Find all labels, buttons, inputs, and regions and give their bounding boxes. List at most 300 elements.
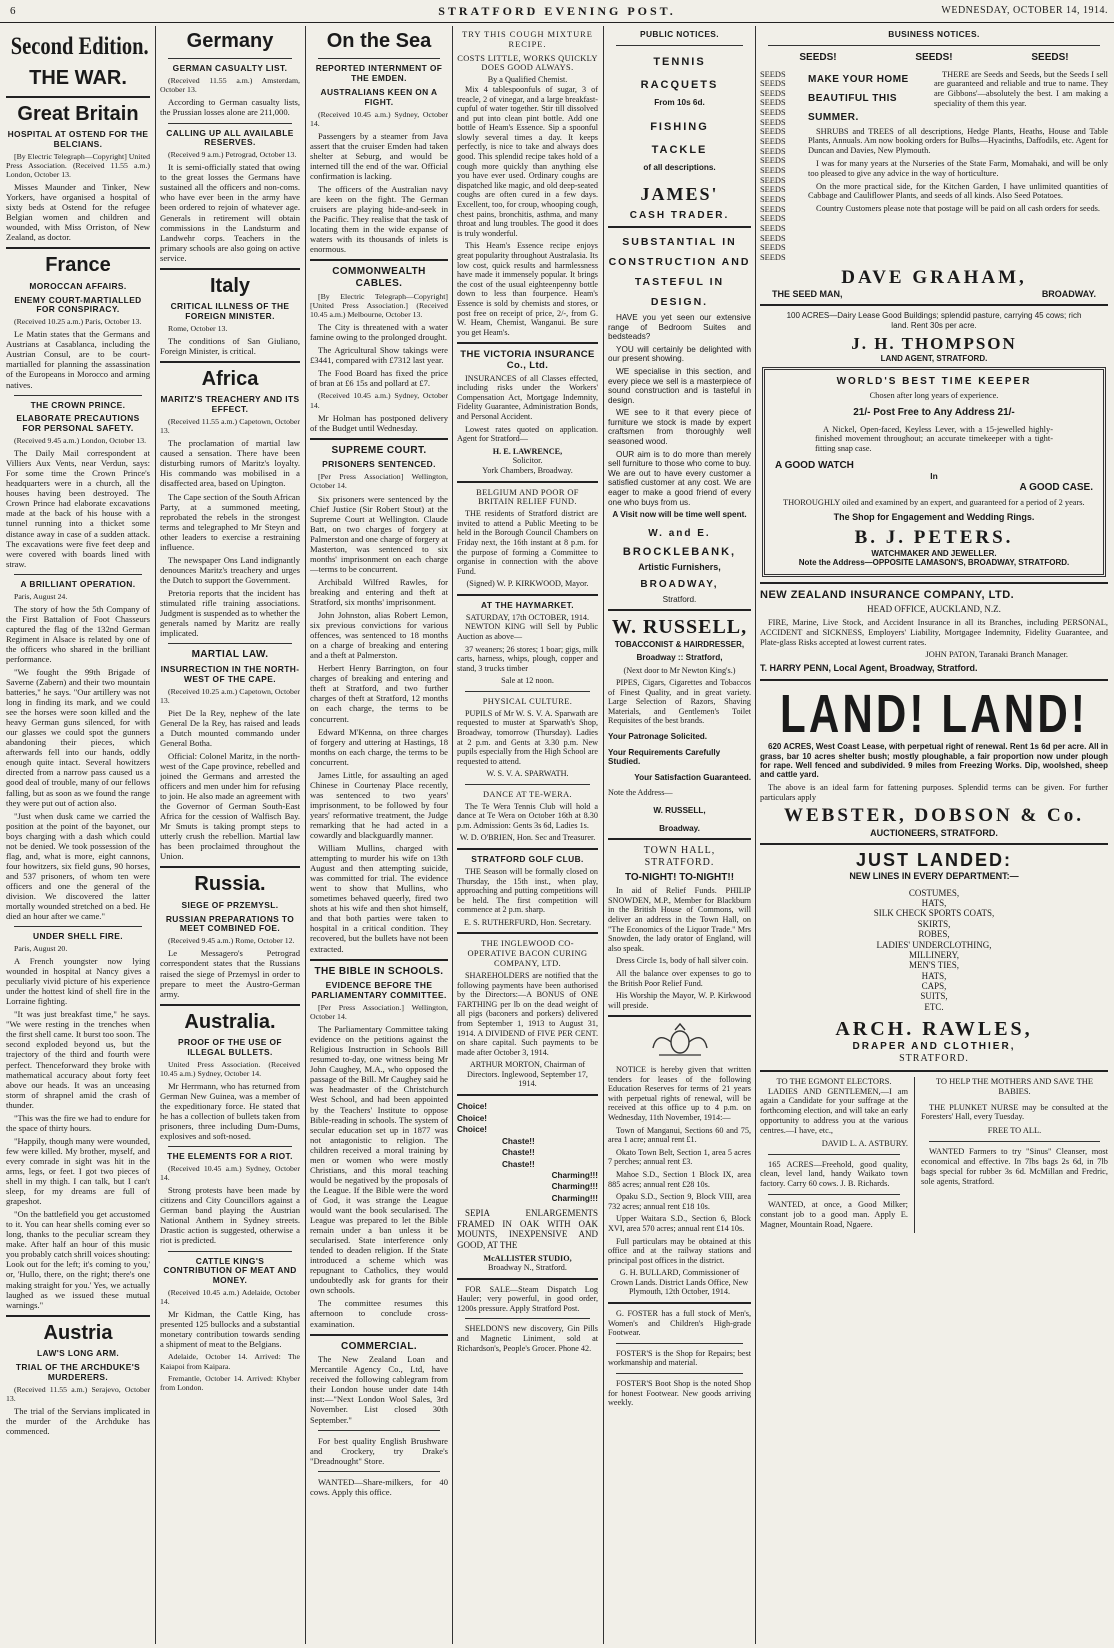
article-text: Le Messagero's Petrograd correspondent states that the Russians raised the siege of Przemysl in order to prepare to meet the Austro-German army.	[160, 948, 300, 999]
land-ad-text: 620 ACRES, West Coast Lease, with perpetual right of renewal. Rent 1s 6d per acre. All in grass, bar 10 acres shelter bush; mostly ploughable, a fair proportion now under plough for rape. Well fenced and subdivided. 9 miles from Freezing Works. Dip, woolshed, sheep and cattle yard.	[760, 742, 1108, 780]
ad-name: H. E. LAWRENCE,	[492, 446, 563, 456]
column-rule	[305, 26, 306, 1644]
plunket-heading: TO HELP THE MOTHERS AND SAVE THE BABIES.	[935, 1075, 1094, 1096]
article-text: Six prisoners were sentenced by the Chief Justice (Sir Robert Stout) at the Supreme Court at Wellington. Claude Batt, on two charges of forgery at Palmerston and one charge of forgery at Masterton, was sentenced to six months' imprisonment on each charge—terms to be concurrent.	[310, 493, 448, 574]
article-text: The New Zealand Loan and Mercantile Agency Co., Ltd, have received the following cablegram from their London house under date 14th inst:—"Next London Wool Sales, 3rd November. List closed 30th September."	[310, 1354, 448, 1425]
divider	[14, 395, 142, 396]
auctioneer-title: AUCTIONEERS, STRATFORD.	[870, 827, 998, 838]
seeds-item: SEEDS	[760, 243, 786, 253]
auctioneer-name: WEBSTER, DOBSON & Co.	[783, 805, 1085, 827]
article-text: "Happily, though many were wounded, few were killed. My brother, myself, and every comrade in sight was hit in the arms, legs, or feet. I got two pieces of shell in my thigh. I can talk, but I can't sleep, for my dreams are full of grapeshot.	[6, 1135, 150, 1207]
article-headline: CRITICAL ILLNESS OF THE FOREIGN MINISTER.	[170, 301, 290, 321]
seeds-item: SEEDS	[760, 224, 786, 234]
slogan-choice: Choice!	[457, 1125, 488, 1135]
russell-line: Broadway :: Stratford,	[636, 652, 723, 662]
article-headline: TRIAL OF THE ARCHDUKE'S MURDERERS.	[15, 1361, 141, 1382]
article-headline: RUSSIAN PREPARATIONS TO MEET COMBINED FOE.	[165, 913, 295, 934]
article-text: Strong protests have been made by citizens and City Councillors against a German band playing the Austrian National Anthem in Sydney streets. Drastic action is suggested, otherwise a riot is predicted.	[160, 1185, 300, 1246]
article-text: Mr Holman has postponed delivery of the Budget until Wednesday.	[310, 412, 448, 433]
dateline: [By Electric Telegraph—Copyright] [United Press Association.] (Received 10.45 a.m.) Melbourne, October 13.	[310, 291, 448, 320]
section-heading: Italy	[209, 274, 251, 297]
dateline: (Received 10.25 a.m.) Paris, October 13.	[14, 317, 142, 327]
divider	[457, 1278, 598, 1280]
furniture-ad-text: HAVE you yet seen our extensive range of Bedroom Suites and bedsteads?	[608, 312, 751, 342]
notice-text: PUPILS of Mr W. S. V. A. Sparwath are requested to muster at Sparwath's Shop, Broadway, tomorrow (Thursday). Ladies at 2 p.m. and Gents at 3.30 p.m. New pupils especially from the High School are requested to attend.	[457, 708, 598, 766]
seeds-item: SEEDS	[760, 108, 786, 118]
notice-text: SHAREHOLDERS are notified that the following payments have been authorised by the Directors:—A BONUS of ONE FARTHING per lb on the dead weight of all pigs (baconers and porkers) delivered from September 1, 1913 to August 31, 1914. A DIVIDEND of FIVE PER CENT. on share capital. Such payments to be made after October 3, 1914.	[457, 970, 598, 1057]
article-text: A French youngster now lying wounded in hospital at Nancy gives a peculiarly vivid picture of his experience under the hottest kind of shell fire in the Lorraine fighting.	[6, 956, 150, 1007]
ad-text: Lowest rates quoted on application. Agent for Stratford—	[457, 424, 598, 444]
article-text: Mr Kidman, the Cattle King, has presented 125 bullocks and a substantial monetary contribution towards sending a shipment of meat to the Belgians.	[160, 1309, 300, 1350]
jeweller-text: Chosen after long years of experience.	[869, 391, 999, 401]
divider	[160, 361, 300, 363]
seeds-body	[808, 70, 1108, 215]
classified-ad: WANTED, at once, a Good Milker; constant job to a good man. Apply E. Magner, Mountain Road, Ngaere.	[760, 1200, 908, 1229]
seeds-item: SEEDS	[760, 117, 786, 127]
draper-item: HATS,	[921, 970, 947, 981]
notice-signature: (Signed) W. P. KIRKWOOD, Mayor.	[466, 579, 589, 589]
divider	[457, 932, 598, 934]
classified-ad: For best quality English Brushware and Crockery, try Drake's "Dreadnought" Store.	[310, 1435, 448, 1466]
newspaper-title: STRATFORD EVENING POST.	[438, 4, 676, 18]
column-2	[160, 26, 300, 1644]
classified-ad: 165 ACRES—Freehold, good quality, clean, level land, handy Waikato town factory. Carry 60 cows. J. B. Richards.	[760, 1159, 908, 1189]
jeweller-rings: The Shop for Engagement and Wedding Rings.	[833, 512, 1035, 523]
article-headline: AUSTRALIANS KEEN ON A FIGHT.	[320, 87, 438, 107]
divider	[608, 1015, 751, 1017]
article-headline: COMMERCIAL.	[340, 1340, 418, 1352]
insurance-text: FIRE, Marine, Live Stock, and Accident Insurance in all its Branches, including PERSONAL, ACCIDENT and SICKNESS, Employers' Liability, Mortgagee Indemnity, Fidelity Guarantee, and Plate-glass Risks accepted at lowest current rates.	[760, 617, 1108, 647]
article-text: Mr Herrmann, who has returned from German New Guinea, was a member of the expeditionary force. He stated that he has a collection of bullets taken from prisoners, three including Dum-Dums, explosives and soft-nosed.	[160, 1080, 300, 1142]
draper-item: MEN'S TIES,	[909, 960, 959, 971]
seeds-item: SEEDS	[760, 127, 786, 137]
slogan-chaste: Chaste!!	[502, 1159, 535, 1169]
article-text: The proclamation of martial law caused a sensation. There have been disturbing rumors of Maritz's loyalty. His commando was mobilised in a disaffected area, based on Upington.	[160, 438, 300, 489]
slogan-choice: Choice!	[457, 1102, 488, 1112]
article-text: Piet De la Rey, nephew of the late General De la Rey, has raised and leads a Dutch mounted commando under General Botha.	[160, 707, 300, 748]
russell-text: PIPES, Cigars, Cigarettes and Tobaccos of Finest Quality, and in great variety. Large Selection of Razors, Shaving Materials, and Gentlemen's Toilet Requisites of the best brands.	[608, 678, 751, 726]
furniture-ad-text: YOU will certainly be delighted with our present showing.	[608, 344, 751, 364]
divider	[616, 1343, 743, 1344]
divider	[608, 1302, 751, 1304]
classified-ad: FOSTER'S Boot Shop is the noted Shop for honest Footwear. New goods arriving weekly.	[608, 1379, 751, 1408]
draper-item: CAPS,	[921, 980, 947, 991]
notice-text: THE residents of Stratford district are invited to attend a Public Meeting to be held in the Borough Council Chambers on Friday next, the 16th instant at 8 p.m. for the purpose of forming a Committee to organise in connection with the above Fund.	[457, 509, 598, 576]
divider	[310, 438, 448, 440]
article-headline: ENEMY COURT-MARTIALLED FOR CONSPIRACY.	[14, 294, 142, 315]
insurance-head-office: HEAD OFFICE, AUCKLAND, N.Z.	[867, 604, 1001, 615]
lands-notice-signature: G. H. BULLARD, Commissioner of Crown Lands. District Lands Office, New Plymouth, 12th October, 1914.	[610, 1268, 749, 1297]
seeds-text: On the more practical side, for the Kitchen Garden, I have unlimited quantities of Cabbage and Cauliflower Plants, and seeds of all kinds. Also Seed Potatoes.	[808, 181, 1108, 201]
studio-ad-text: SEPIA ENLARGEMENTS FRAMED IN OAK WITH OAK MOUNTS, INEXPENSIVE AND GOOD, AT THE	[457, 1208, 598, 1250]
draper-title: DRAPER AND CLOTHIER,	[852, 1041, 1016, 1053]
column-heading: PUBLIC NOTICES.	[639, 29, 720, 39]
bottom-notices	[760, 1077, 1108, 1233]
seeds-margin-list	[760, 70, 802, 263]
seedman-title: THE SEED MAN,	[772, 288, 843, 299]
town-hall-text: His Worship the Mayor, W. P. Kirkwood will preside.	[608, 991, 751, 1010]
article-headline: A BRILLIANT OPERATION.	[20, 578, 136, 589]
article-text: The City is threatened with a water famine owing to the prolonged drought.	[310, 322, 448, 343]
slogan-charming: Charming!!!	[551, 1182, 598, 1192]
seeds-slogan-line: BEAUTIFUL THIS	[808, 92, 898, 104]
article-text: The newspaper Ons Land indignantly denounces Maritz's treachery and urges the Dutch to support the Government.	[160, 554, 300, 585]
divider	[310, 259, 448, 261]
seeds-item: SEEDS	[760, 233, 786, 243]
dateline: Paris, August 20.	[14, 943, 68, 953]
jeweller-ad	[762, 367, 1106, 576]
seeds-item: SEEDS	[760, 88, 786, 98]
furniture-ad-cta: A Visit now will be time well spent.	[612, 510, 747, 520]
article-text: "This was the fire we had to endure for the space of thirty hours.	[6, 1112, 150, 1133]
plunket-notice	[915, 1077, 1108, 1233]
furnisher-line: Stratford.	[662, 594, 697, 604]
dateline: (Received 10.45 a.m.) Sydney, October 14.	[310, 109, 448, 128]
draper-item: ETC.	[924, 1001, 944, 1012]
classified-ad: FOSTER'S is the Shop for Repairs; best workmanship and material.	[608, 1348, 751, 1368]
divider	[457, 848, 598, 850]
electors-text: LADIES AND GENTLEMEN,—I am again a Candidate for your suffrage at the forthcoming election, and will take an early opportunity to address you at the various centres.—I have, etc.,	[760, 1086, 908, 1135]
notice-signature: W. S. V. A. SPARWATH.	[486, 769, 569, 779]
notice-signature: W. D. O'BRIEN, Hon. Sec and Treasurer.	[459, 833, 596, 843]
article-text: Passengers by a steamer from Java assert that the cruiser Emden had taken shelter at Seburg, and would be interned till the end of the war. Official confirmation is lacking.	[310, 130, 448, 182]
divider	[608, 838, 751, 840]
dateline: (Received 10.45 a.m.) Sydney, October 14.	[160, 1164, 300, 1183]
dateline: (Received 10.45 a.m.) Sydney, October 14.	[310, 391, 448, 410]
dateline: Paris, August 24.	[14, 591, 68, 601]
divider	[168, 58, 292, 59]
russell-slogan: Your Satisfaction Guaranteed.	[634, 772, 751, 782]
seeds-item: SEEDS	[760, 98, 786, 108]
jeweller-slogan: A GOOD WATCH	[775, 460, 854, 472]
notice-signature: E. S. RUTHERFURD, Hon. Secretary.	[463, 917, 592, 927]
furniture-ad-text: WE specialise in this section, and every piece we sell is a masterpiece of sound construction and is tasteful in design.	[608, 366, 751, 405]
insurance-manager: JOHN PATON, Taranaki Branch Manager.	[925, 650, 1068, 660]
article-text: Misses Maunder and Tinker, New Yorkers, have organised a hospital of sixty beds at Ostend for the refugee Belgian women and children and wounded, with Miss Orriston, of New Zealand, as doctor.	[6, 182, 150, 243]
article-text: "It was just breakfast time," he says. "We were resting in the trenches when the first shell came. It burst too soon. The second exploded beyond us, but the trajectory of the third and fourth were perfect. Thenceforward they broke with mathematical accuracy about forty feet above our heads. It was an unceasing storm of shrapnel amid the crash of thunder.	[6, 1009, 150, 1110]
plunket-free: FREE TO ALL.	[987, 1126, 1042, 1136]
article-headline: PROOF OF THE USE OF ILLEGAL BULLETS.	[178, 1037, 282, 1057]
divider	[465, 1318, 590, 1319]
ad-title: Solicitor.	[512, 456, 543, 466]
divider	[160, 866, 300, 868]
slogan-charming: Charming!!!	[551, 1170, 598, 1180]
divider	[760, 843, 1108, 845]
seeds-item: SEEDS	[760, 137, 786, 147]
column-3	[310, 26, 448, 1644]
russell-line: TOBACCONIST & HAIRDRESSER,	[614, 639, 745, 649]
seeds-item: SEEDS	[760, 204, 786, 214]
divider	[168, 643, 292, 644]
article-headline: MARTIAL LAW.	[191, 649, 269, 661]
furnisher-line: W. and E.	[648, 527, 711, 539]
article-headline: THE BIBLE IN SCHOOLS.	[314, 965, 444, 977]
article-text: William Mullins, charged with attempting to murder his wife on 13th August and then attempting suicide, was committed for trial. The evidence went to show that Mullins, who sometimes behaved queerly, fired two shots at his wife and then shot himself, and that both parties were taken to hospital in a critical condition. They recovered, but the bullets have not been extracted.	[310, 843, 448, 954]
notice-headline: DANCE AT TE-WERA.	[482, 789, 573, 799]
article-text: The Agricultural Show takings were £3441, compared with £7312 last year.	[310, 345, 448, 366]
coat-of-arms-icon	[608, 1022, 751, 1061]
divider	[760, 304, 1108, 306]
dateline: [Per Press Association] Wellington, October 14.	[310, 472, 448, 491]
draper-item: SKIRTS,	[917, 918, 951, 929]
divider	[465, 691, 590, 692]
land-agent-text: 100 ACRES—Dairy Lease Good Buildings; splendid pasture, carrying 45 cows; rich land. Rent 30s per acre.	[786, 311, 1082, 330]
divider	[160, 1004, 300, 1006]
divider	[457, 342, 598, 344]
lands-notice-text: Okato Town Belt, Section 1, area 5 acres 7 perches; annual rent £3.	[608, 1147, 751, 1167]
article-headline: ELABORATE PRECAUTIONS FOR PERSONAL SAFETY.	[16, 413, 140, 434]
furniture-ad-text: OUR aim is to do more than merely sell furniture to those who come to buy. We are out to have every customer a satisfied customer at any cost. We are eager to make a good friend of every one who buys from us.	[608, 449, 751, 507]
studio-ad-slogan	[457, 1101, 598, 1204]
divider	[168, 1251, 292, 1252]
seeds-text: I was for many years at the Nurseries of the State Farm, Momahaki, and will be only too pleased to give any advice in the way of horticulture.	[808, 159, 1108, 178]
section-heading: Australia.	[184, 1010, 276, 1033]
lands-notice-text: NOTICE is hereby given that written tenders for leases of the following Education Reserves for terms of 21 years with perpetual rights of renewal, will be received at this office up to 4 p.m. on Wednesday, 11th November, 1914:—	[608, 1065, 751, 1122]
divider	[6, 1315, 150, 1317]
divider	[318, 1471, 440, 1472]
russell-line: Broadway.	[659, 823, 700, 833]
dateline: United Press Association. (Received 10.45 a.m.) Sydney, October 14.	[160, 1059, 300, 1078]
jeweller-price: 21/- Post Free to Any Address 21/-	[853, 406, 1015, 418]
seeds-item: SEEDS	[760, 195, 786, 205]
seeds-slogan-line: MAKE YOUR HOME	[808, 73, 909, 85]
notice-text: THE Season will be formally closed on Thursday, the 15th inst., when play, approaching and putting competitions will be held. The first competition will commence at 2 p.m. sharp.	[457, 866, 598, 915]
seeds-ad	[760, 70, 1108, 263]
article-text: The Food Board has fixed the price of bran at £6 15s and pollard at £7.	[310, 368, 448, 389]
article-headline: EVIDENCE BEFORE THE PARLIAMENTARY COMMITTEE.	[311, 980, 447, 1001]
trader-title: CASH TRADER.	[629, 209, 730, 221]
article-text: Pretoria reports that the incident has stimulated rifle training associations. Judgment is suspended as to whether the generals named by Maritz are really implicated.	[160, 587, 300, 639]
russell-line: Note the Address—	[608, 788, 673, 798]
column-5	[608, 26, 751, 1644]
shipping-note: Fremantle, October 14. Arrived: Khyber from London.	[160, 1373, 300, 1392]
insurance-company-name: NEW ZEALAND INSURANCE COMPANY, LTD.	[760, 588, 1015, 601]
draper-item: LADIES' UNDERCLOTHING,	[876, 939, 992, 950]
dateline: (Received 9.45 a.m.) Rome, October 12.	[168, 936, 295, 946]
land-agent-name: J. H. THOMPSON	[851, 334, 1017, 354]
seeds-item: SEEDS	[760, 214, 786, 224]
land-ad-headline: LAND! LAND!	[779, 683, 1089, 744]
divider	[760, 679, 1108, 681]
article-headline: PRISONERS SENTENCED.	[322, 459, 436, 470]
article-headline: SUPREME COURT.	[331, 444, 427, 456]
sale-date: SATURDAY, 17th OCTOBER, 1914.	[465, 612, 590, 622]
town-hall-heading: TOWN HALL, STRATFORD.	[643, 845, 716, 868]
notice-headline: PHYSICAL CULTURE.	[482, 696, 573, 706]
jeweller-address: Note the Address—OPPOSITE LAMASON'S, BROADWAY, STRATFORD.	[798, 558, 1070, 568]
russell-name: W. RUSSELL,	[611, 616, 748, 639]
ad-text: Mix 4 tablespoonfuls of sugar, 3 of treacle, 2 of vinegar, and a large breakfast-cupful of water together. Stir till dissolved and put into clean pint bottle. Add one bottle of Heam's Essence. Sip a spoonful slowly several times a day. It keeps perfectly, is nice to take and always does good. This splendid recipe takes hold of a cough more quickly than anything else you have ever used. Ordinary coughs are dispatched like magic, and old deep-seated coughs are often cured in a few days. Excellent, too, for croup, whooping cough, chest pains, bronchitis, asthma, and many throat and lung troubles. The good it does is truly wonderful.	[457, 84, 598, 238]
divider	[768, 1194, 900, 1195]
classified-ad: WANTED—Share-milkers, for 40 cows. Apply this office.	[310, 1476, 448, 1497]
ad-address: York Chambers, Broadway.	[482, 465, 573, 475]
seeds-item: SEEDS	[760, 69, 786, 79]
jeweller-text: A Nickel, Open-faced, Keyless Lever, with a 15-jewelled highly-finished movement throughout; an accurate timekeeper with a tight-fitting snap case.	[815, 424, 1053, 454]
dateline: Rome, October 13.	[168, 323, 228, 333]
divider	[168, 1146, 292, 1147]
plunket-text: THE PLUNKET NURSE may be consulted at the Foresters' Hall, every Tuesday.	[921, 1102, 1108, 1122]
divider	[160, 268, 300, 270]
trader-name: JAMES'	[640, 184, 719, 205]
section-heading: THE WAR.	[29, 67, 127, 90]
electors-notice	[760, 1077, 915, 1233]
draper-item: SILK CHECK SPORTS COATS,	[873, 908, 995, 919]
studio-address: Broadway N., Stratford.	[488, 1263, 567, 1273]
article-headline: HOSPITAL AT OSTEND FOR THE BELCIANS.	[7, 129, 149, 149]
section-heading: France	[45, 254, 111, 277]
article-text: "On the battlefield you get accustomed to it. You can hear shells coming ever so long, thanks to the peculiar scream they make. After half an hour of this music you probably catch shrill voices shouting: Look out for the left; it's coming to you,' or, 'Hullo, there, on the right; there's one making straight for you.' Yes, we actually laughed as we issued these mutual warnings."	[6, 1209, 150, 1310]
draper-item: HATS,	[921, 898, 947, 909]
article-headline: THE CROWN PRINCE.	[30, 399, 126, 410]
divider	[310, 959, 448, 961]
seeds-item: SEEDS	[760, 175, 786, 185]
article-text: Herbert Henry Barrington, on four charges of breaking and entering and theft at Stratford, and two further charges of theft at Stratford, 12 months on each charge, the terms to be concurrent.	[310, 663, 448, 724]
column-1	[6, 26, 150, 1644]
section-heading: Russia.	[194, 873, 266, 896]
furnisher-line: Artistic Furnishers,	[638, 562, 721, 573]
seedman-address: BROADWAY.	[1041, 288, 1096, 299]
land-ad-text: The above is an ideal farm for fattening purposes. Splendid terms can be given. For further particulars apply	[760, 782, 1108, 802]
column-rule	[603, 26, 604, 1644]
seeds-item: SEEDS	[760, 156, 786, 166]
lands-notice-text: Upper Waitara S.D., Section 6, Block XVI, area 570 acres; annual rent £14 10s.	[608, 1214, 751, 1233]
article-text: The committee resumes this afternoon to conclude cross-examination.	[310, 1298, 448, 1329]
seeds-banner	[760, 52, 1108, 64]
page-number: 6	[10, 5, 16, 17]
slogan-chaste: Chaste!!	[502, 1136, 535, 1146]
article-headline: CATTLE KING'S CONTRIBUTION OF MEAT AND MONEY.	[163, 1255, 297, 1286]
furnisher-line: BROADWAY,	[640, 578, 719, 590]
sale-list: 37 weaners; 26 stores; 1 boar; gigs, milk carts, harness, whips, plough, copper and stand, 3 trucks timber	[457, 644, 598, 673]
jeweller-name: B. J. PETERS.	[854, 526, 1014, 548]
town-hall-text: All the balance over expenses to go to the British Poor Relief Fund.	[608, 969, 751, 988]
russell-slogan: Your Patronage Solicited.	[608, 732, 708, 742]
insurance-agent: T. HARRY PENN, Local Agent, Broadway, Stratford.	[760, 663, 978, 674]
divider	[318, 1430, 440, 1431]
dateline: [By Electric Telegraph—Copyright] United Press Association. (Received 11.55 a.m.) London, October 13.	[6, 151, 150, 179]
divider	[14, 926, 142, 927]
article-text: Archibald Wilfred Rawles, for breaking and entering and theft at Stratford, six months' imprisonment.	[310, 576, 448, 607]
column-rule	[155, 26, 156, 1644]
article-headline: LAW'S LONG ARM.	[36, 1348, 120, 1359]
ad-headline: THE VICTORIA INSURANCE Co., Ltd.	[460, 349, 595, 372]
column-heading: BUSINESS NOTICES.	[888, 29, 980, 39]
seeds-item: SEEDS	[760, 166, 786, 176]
article-text: James Little, for assaulting an aged Chinese in Courtenay Place recently, was sentenced to two years' imprisonment, to be followed by four years' reformative treatment, the Judge remarking that he had acted in a cowardly and blackguardly manner.	[310, 769, 448, 841]
slogan-choice: Choice!	[457, 1113, 488, 1123]
article-headline: SIEGE OF PRZEMYSL.	[181, 899, 279, 910]
notice-signature: ARTHUR MORTON, Chairman of Directors. Inglewood, September 17, 1914.	[467, 1060, 588, 1089]
divider	[457, 594, 598, 596]
article-text: Le Matin states that the Germans and Austrians at Casablanca, including the Austrian Consul, are to be court-martialled for planning the assassination of the Europeans in Morocco and arming natives.	[6, 329, 150, 390]
divider	[6, 96, 150, 98]
column-rule	[755, 26, 756, 1644]
draper-item: SUITS,	[920, 991, 948, 1002]
lands-notice-text: Mahoe S.D., Section 1 Block IX, area 885 acres; annual rent £28 10s.	[608, 1169, 751, 1189]
town-hall-heading: TO-NIGHT! TO-NIGHT!!	[624, 871, 735, 883]
seeds-word: SEEDS!	[799, 51, 837, 63]
section-heading: Africa	[201, 368, 259, 391]
article-text: The trial of the Servians implicated in the murder of the Archduke has commenced.	[6, 1405, 150, 1436]
seeds-item: SEEDS	[760, 146, 786, 156]
fishing-ad-line: TACKLE	[651, 144, 708, 156]
seeds-slogan-line: SUMMER.	[808, 111, 859, 123]
classified-ad: FOR SALE—Steam Dispatch Log Hauler; very powerful, in good order, 1200s pressure. Apply Stratford Post.	[457, 1284, 598, 1313]
jeweller-slogan: In	[930, 470, 938, 481]
ad-subheadline: COSTS LITTLE, WORKS QUICKLY DOES GOOD ALWAYS.	[457, 53, 598, 73]
article-text: "We fought the 99th Brigade of Saverne (Zabern) and their two mountain batteries," he says. "Our artillery was not long in finding its mark, and we could see the horses were soon killed and the heavy German guns silenced, for with our glasses we could spot the gunners abandoning their pieces, which afterwards fell into our hands, oddly enough quite intact. Several howitzers directed from a narrow pass caused us a good deal of trouble, many of our fellows falling, but as soon as we found the range they were put out of action also.	[6, 666, 150, 808]
article-text: "Just when dusk came we carried the position at the point of the bayonet, our boys charging with a dash which could not be denied. We took possession of the flag, and, what is more, eight cannons, four howitzers, six field guns, 90 horses, and 537 prisoners, of whom ten were officers and one the general of the division. We discovered the latter mortally wounded stretched on a bed. He died an hour after we came."	[6, 810, 150, 922]
seeds-item: SEEDS	[760, 252, 786, 262]
section-heading: On the Sea	[326, 30, 432, 52]
slogan-chaste: Chaste!!	[502, 1148, 535, 1158]
article-headline: GERMAN CASUALTY LIST.	[172, 63, 288, 74]
electors-heading: TO THE EGMONT ELECTORS.	[776, 1075, 892, 1086]
article-text: According to German casualty lists, the Prussian losses alone are 211,000.	[160, 97, 300, 118]
divider	[310, 1334, 448, 1336]
draper-address: STRATFORD.	[899, 1052, 969, 1064]
seeds-text: THERE are Seeds and Seeds, but the Seeds I sell are guaranteed and reliable and true to name. They are Gibbons'—absolutely the best. I am making a speciality of them this year.	[934, 69, 1108, 108]
article-text: The conditions of San Giuliano, Foreign Minister, is critical.	[160, 335, 300, 356]
classified-ad: WANTED Farmers to try "Sinus" Cleanser, most economical and effective. In 7lbs bags 2s 6d, in 7lb bags special for rubber 3s 6d. McMillan and Fredric, sole agents, Stratford.	[921, 1147, 1108, 1186]
article-headline: THE ELEMENTS FOR A RIOT.	[167, 1151, 293, 1162]
divider	[14, 574, 142, 575]
dateline: (Received 11.55 a.m.) Serajevo, October 13.	[6, 1384, 150, 1403]
dateline: [Per Press Association.] Wellington, October 14.	[310, 1002, 448, 1022]
seeds-text: SHRUBS and TREES of all descriptions, Hedge Plants, Heaths, House and Table Plants, Annuals. Am now booking orders for Bulbs—Hyacinths, Daffodils, etc. Agent for Duncan and Davies, New Plymouth.	[808, 126, 1108, 156]
draper-item: ROBES,	[918, 929, 950, 940]
divider	[457, 481, 598, 483]
jeweller-slogan: A GOOD CASE.	[1019, 481, 1093, 493]
article-text: Edward M'Kenna, on three charges of forgery and uttering at Hastings, 18 months on each charge, the terms to be concurrent.	[310, 726, 448, 767]
article-headline: COMMONWEALTH CABLES.	[332, 266, 426, 290]
furniture-ad-headline: SUBSTANTIAL IN CONSTRUCTION AND TASTEFUL IN DESIGN.	[608, 236, 751, 308]
shipping-note: Adelaide, October 14. Arrived: The Kaiapoi from Kaipara.	[160, 1352, 300, 1371]
jeweller-text: THOROUGHLY oiled and examined by an expert, and guaranteed for a period of 2 years.	[783, 498, 1085, 508]
lands-notice-text: Full particulars may be obtained at this office and at the railway stations and principal post offices in the district.	[608, 1236, 751, 1265]
section-heading: Austria	[43, 1321, 113, 1344]
ad-text: INSURANCES of all Classes effected, including risks under the Workers' Compensation Act, Mortgage Indemnity, Fidelity Guarantee, Administration Bonds, and Personal Accident.	[457, 373, 598, 421]
article-text: Official: Colonel Maritz, in the north-west of the Cape province, rebelled and joined the Germans and arrested the officers and men under him for refusing to join. He also made an agreement with the Governor of German South-East Africa for the cession of Walfisch Bay. Mr Smuts is taking prompt steps to utterly crush the rebellion. Martial law has been proclaimed throughout the Union.	[160, 750, 300, 862]
article-text: John Johnston, alias Robert Lemon, six previous convictions for various offences, was sentenced to 18 months on a charge of breaking and entering and a theft at Palmerston.	[310, 610, 448, 661]
article-text: It is semi-officially stated that owing to the great losses the Germans have sustained all the officers and non-coms. who have ever been in the army have been ordered to rejoin of whatever age. Generals in retirement will obtain commissions in the Landsturm and Landwehr corps. Teachers in the primary schools are also going on active service.	[160, 162, 300, 263]
article-text: The story of how the 5th Company of the First Battalion of Foot Chasseurs captured the flag of the 132nd German Regiment in Alsace is related by one of the officers who shared in the brilliant performance.	[6, 603, 150, 664]
draper-item: MILLINERY,	[908, 949, 960, 960]
seeds-item: SEEDS	[760, 185, 786, 195]
seeds-top	[808, 70, 1108, 127]
article-headline: INSURRECTION IN THE NORTH-WEST OF THE CAPE.	[160, 663, 300, 684]
article-text: The Daily Mail correspondent at Villiers Aux Vents, near Verdun, says: For some time the Crown Prince's headquarters were in a church, all the houses having been destroyed. The Crown Prince had elaborate excavations made at the back of his house with a tunnel running into a thicket some distance away in case of a sudden attack. The excavations were five feet deep and were covered with boards lined with straw.	[6, 448, 150, 569]
column-6	[760, 26, 1108, 1644]
notice-text: The Te Wera Tennis Club will hold a dance at Te Wera on October 16th at 8.30 p.m. Admission: Gents 3s 6d, Ladies 1s.	[457, 801, 598, 830]
slogan-charming: Charming!!!	[551, 1193, 598, 1203]
divider	[6, 247, 150, 249]
dateline: (Received 10.25 a.m.) Capetown, October 13.	[160, 686, 300, 705]
divider	[465, 784, 590, 785]
divider	[318, 58, 440, 59]
article-headline: REPORTED INTERNMENT OF THE EMDEN.	[315, 63, 443, 84]
russell-slogan: Your Requirements Carefully Studied.	[608, 747, 721, 767]
draper-name: ARCH. RAWLES,	[835, 1017, 1033, 1040]
land-agent-title: LAND AGENT, STRATFORD.	[880, 353, 988, 363]
divider	[608, 226, 751, 228]
divider	[457, 1094, 598, 1096]
sale-time: Sale at 12 noon.	[501, 676, 554, 686]
jeweller-title: WATCHMAKER AND JEWELLER.	[871, 548, 997, 558]
russell-line: W. RUSSELL,	[653, 806, 706, 816]
seeds-word: SEEDS!	[915, 51, 953, 63]
column-rule	[452, 26, 453, 1644]
